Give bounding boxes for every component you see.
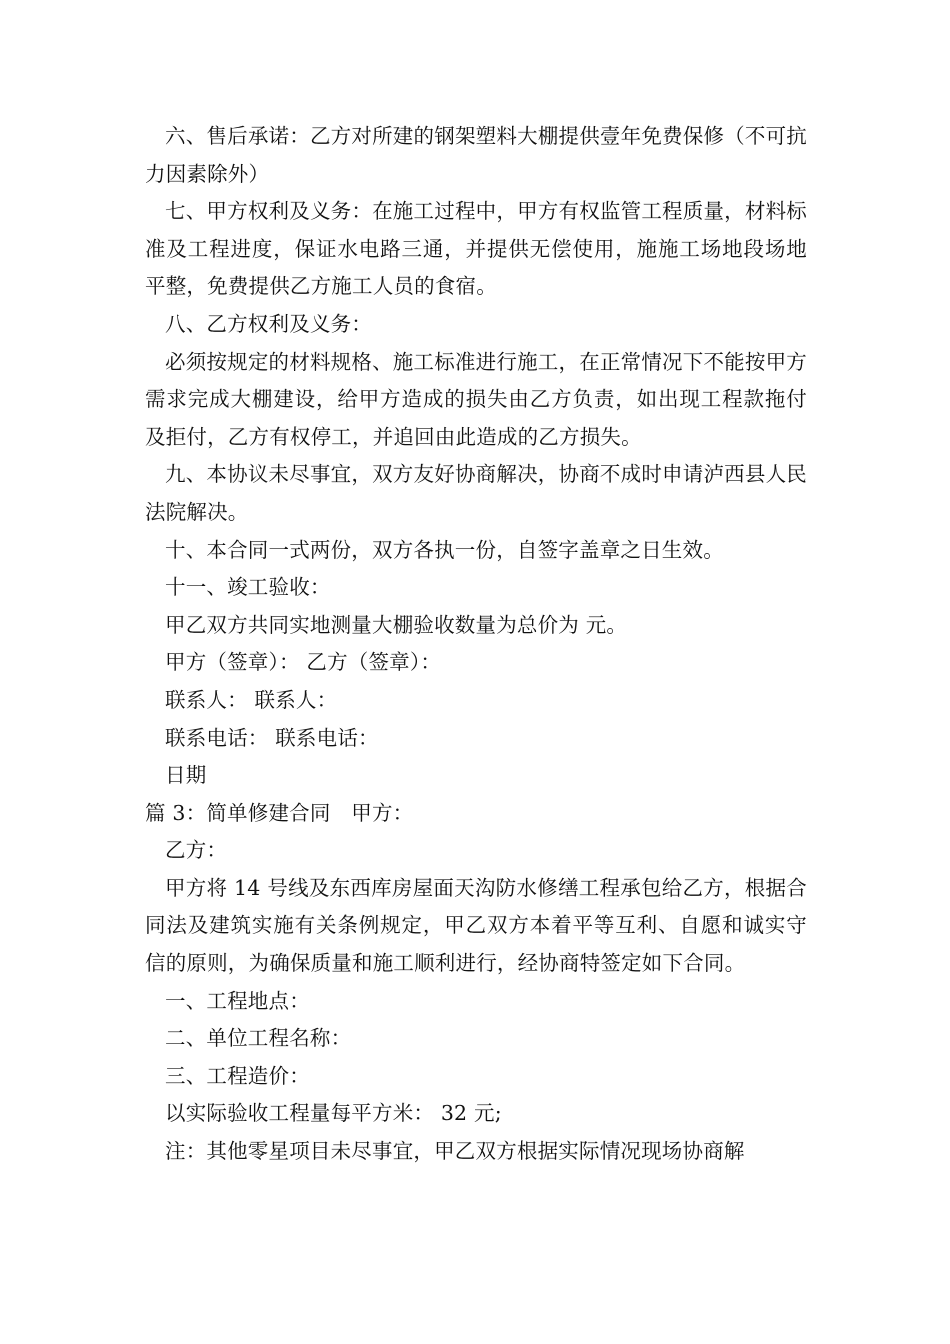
- paragraph-date: 日期: [165, 763, 207, 788]
- paragraph-signatures: 甲方（签章）： 乙方（签章）：: [165, 650, 442, 675]
- paragraph-contract-intro: 甲方将 14 号线及东西库房屋面天沟防水修缮工程承包给乙方，根据合同法及建筑实施有关条例规定，甲乙双方本着平等互利、自愿和诚实守信的原则，为确保质量和施工顺利进行，经协商特签定如下合同。: [145, 875, 807, 976]
- paragraph-party-b: 乙方：: [165, 838, 228, 863]
- paragraph-project-cost: 三、工程造价：: [165, 1063, 310, 1088]
- paragraph-contract-copies: 十、本合同一式两份，双方各执一份，自签字盖章之日生效。: [165, 537, 724, 562]
- paragraph-note: 注：其他零星项目未尽事宜，甲乙双方根据实际情况现场协商解: [165, 1139, 745, 1164]
- section-heading-simple-repair-contract: 篇 3：简单修建合同 甲方：: [145, 800, 414, 825]
- paragraph-acceptance-total: 甲乙双方共同实地测量大棚验收数量为总价为 元。: [165, 612, 628, 637]
- paragraph-contacts: 联系人： 联系人：: [165, 687, 338, 712]
- paragraph-contact-phones: 联系电话： 联系电话：: [165, 725, 379, 750]
- paragraph-project-name: 二、单位工程名称：: [165, 1026, 352, 1051]
- paragraph-party-b-rights-heading: 八、乙方权利及义务：: [165, 311, 372, 336]
- paragraph-acceptance-heading: 十一、竣工验收：: [165, 575, 331, 600]
- paragraph-party-a-rights: 七、甲方权利及义务：在施工过程中，甲方有权监管工程质量，材料标准及工程进度，保证水电路三通，并提供无偿使用，施施工场地段场地平整，免费提供乙方施工人员的食宿。: [145, 199, 807, 299]
- paragraph-project-location: 一、工程地点：: [165, 988, 310, 1013]
- document-body: [145, 118, 807, 1171]
- paragraph-party-b-obligations: 必须按规定的材料规格、施工标准进行施工，在正常情况下不能按甲方需求完成大棚建设，给甲方造成的损失由乙方负责，如出现工程款拖付及拒付，乙方有权停工，并追回由此造成的乙方损失。: [145, 349, 807, 449]
- paragraph-unit-price: 以实际验收工程量每平方米： 32 元;: [165, 1101, 502, 1126]
- paragraph-after-sales-promise: 六、售后承诺：乙方对所建的钢架塑料大棚提供壹年免费保修（不可抗力因素除外）: [145, 124, 807, 186]
- paragraph-dispute-resolution: 九、本协议未尽事宜，双方友好协商解决，协商不成时申请泸西县人民法院解决。: [145, 462, 807, 524]
